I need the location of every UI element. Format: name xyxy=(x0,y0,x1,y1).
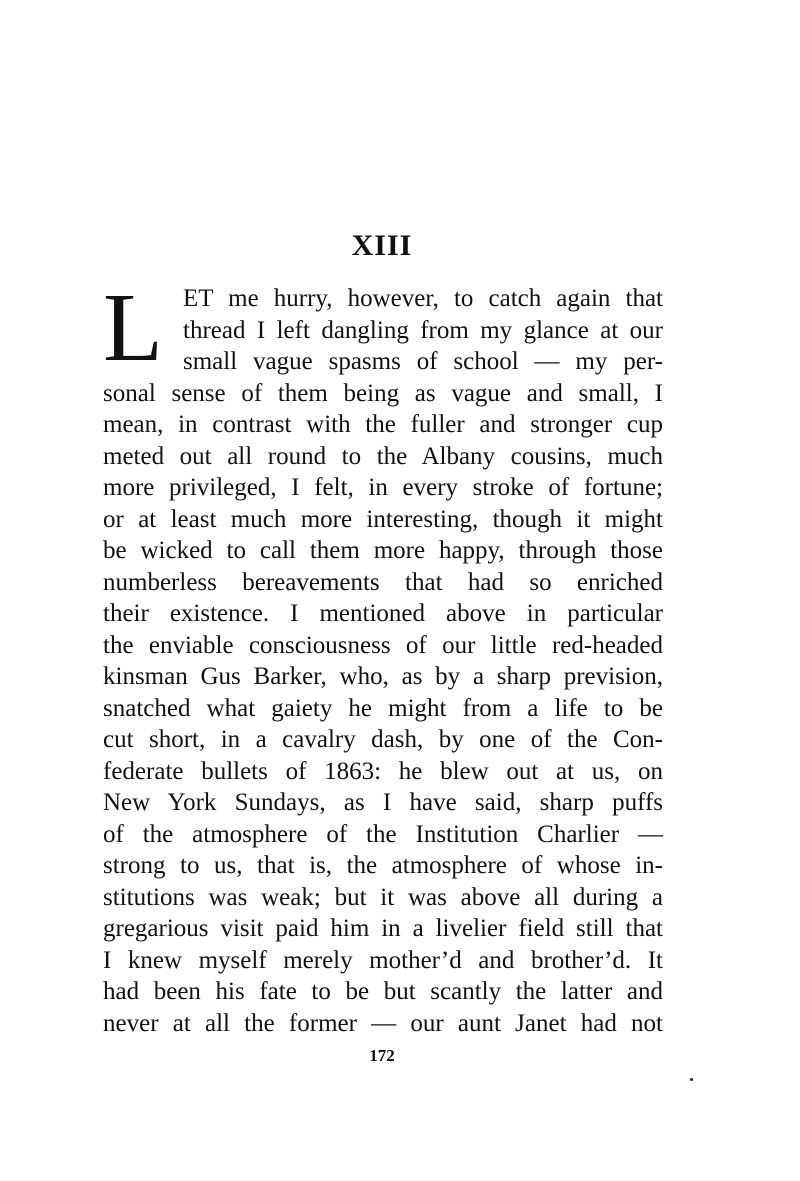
text-line: gregarious visit paid him in a livelier field still that xyxy=(103,915,663,942)
text-line: cut short, in a cavalry dash, by one of the Con- xyxy=(103,726,663,753)
text-line: small vague spasms of school — my per- xyxy=(183,348,663,375)
text-line: I knew myself merely mother’d and brother’d. It xyxy=(103,946,663,974)
text-line: numberless bereavements that had so enriched xyxy=(103,568,663,596)
text-line: strong to us, that is, the atmosphere of whose in- xyxy=(103,852,663,879)
text-line: New York Sundays, as I have said, sharp puffs xyxy=(103,789,663,816)
text-line: snatched what gaiety he might from a life to be xyxy=(103,694,663,722)
text-line: sonal sense of them being as vague and small, I xyxy=(103,379,663,407)
text-line: mean, in contrast with the fuller and stronger cup xyxy=(103,411,663,438)
body-paragraph xyxy=(103,274,663,1039)
text-line: ET me hurry, however, to catch again that xyxy=(183,285,663,312)
text-line: stitutions was weak; but it was above all during a xyxy=(103,883,663,911)
chapter-heading: XIII xyxy=(351,229,413,262)
text-line: kinsman Gus Barker, who, as by a sharp prevision, xyxy=(103,663,663,690)
text-line: their existence. I mentioned above in particular xyxy=(103,600,663,627)
page-number: 172 xyxy=(369,1046,395,1065)
text-line: be wicked to call them more happy, through those xyxy=(103,537,663,564)
text-line: of the atmosphere of the Institution Charlier — xyxy=(103,820,663,848)
text-line: the enviable consciousness of our little red-headed xyxy=(103,631,663,659)
scan-speck xyxy=(690,1078,693,1081)
text-line: more privileged, I felt, in every stroke of fortune; xyxy=(103,474,663,501)
text-line: or at least much more interesting, though it might xyxy=(103,505,663,533)
text-line: never at all the former — our aunt Janet had not xyxy=(103,1009,663,1037)
text-line: federate bullets of 1863: he blew out at us, on xyxy=(103,757,663,785)
text-line: meted out all round to the Albany cousins, much xyxy=(103,442,663,470)
text-line: had been his fate to be but scantly the latter and xyxy=(103,978,663,1005)
drop-cap-letter: L xyxy=(103,274,163,382)
text-line: thread I left dangling from my glance at our xyxy=(183,316,663,344)
